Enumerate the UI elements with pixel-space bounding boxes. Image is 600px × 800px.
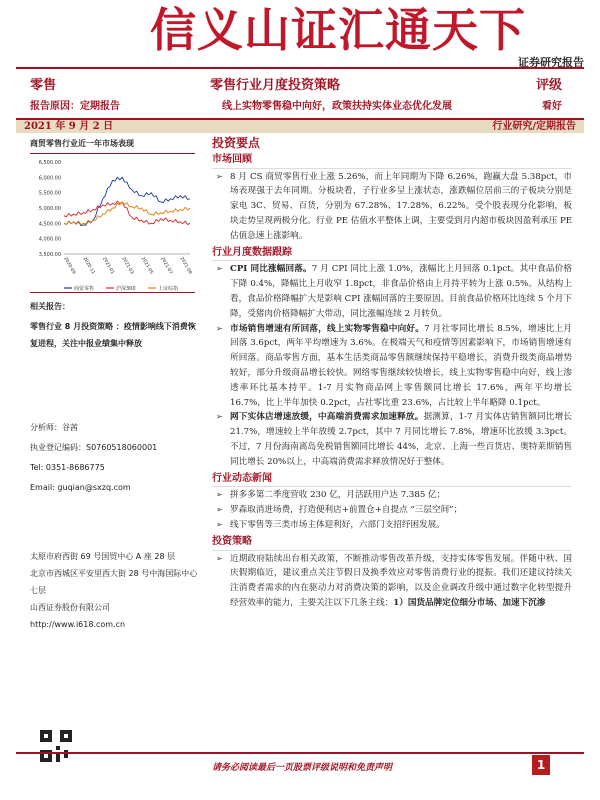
disclaimer: 请务必阅读最后一页股票评级说明和免责声明 — [212, 763, 393, 773]
paragraph-text: 8 月 CS 商贸零售行业上涨 5.26%，而上年同期为下降 6.26%，跑赢大盘 5.38pct，市场表现强于去年同期。分板块看，子行业多呈上涨状态，涨跌幅位居前三的子板块分别是家电 3C、贸易、百货，分别为 67.28%、17.28%、6.22%。受个股表现分化影响，板块走势呈现两极分化。行业 PE 估值水平整体上调，主要受到月内超市板块因盈利承压 PE 估值急速上涨影响。 — [230, 171, 572, 241]
report-title: 零售行业月度投资策略 — [210, 78, 341, 93]
x-tick-label: 2021-05 — [139, 256, 154, 276]
rating-label: 评级 — [535, 78, 562, 93]
paragraph-lead: 网下实体店增速放缓，中高端消费需求加速释放。 — [230, 412, 424, 423]
sidebar — [30, 136, 200, 352]
analyst-contact — [30, 418, 200, 498]
bullet-arrow-icon: ➢ — [216, 264, 223, 274]
telephone: Tel: 0351-8686775 — [30, 463, 105, 472]
qr-code-icon — [40, 730, 72, 762]
rating-value: 看好 — [542, 101, 562, 112]
bullet-arrow-icon: ➢ — [216, 553, 223, 563]
company-address — [30, 548, 200, 633]
series-line — [64, 201, 190, 224]
header-divider — [16, 67, 584, 69]
news-text: 线下零售等三类市场主体迎利好，六部门支招纾困发展。 — [230, 519, 445, 530]
legend-label: 上证综指 — [158, 286, 179, 292]
related-report-link[interactable]: 零售行业 8 月投资策略 ：疫情影响线下消费恢复进程，关注中报业绩集中释放 — [30, 322, 196, 348]
page-number: 1 — [532, 755, 550, 775]
main-content — [212, 136, 572, 611]
sector-name: 零售 — [30, 78, 57, 93]
news-text: 罗森取消进场费，打造便利店+前置仓+自提点 “三层空间”； — [230, 505, 463, 516]
website-link[interactable]: http://www.i618.com.cn — [30, 620, 126, 629]
paragraph — [212, 322, 572, 411]
paragraph-lead: CPI 同比涨幅回落。 — [230, 264, 312, 275]
x-tick-label: 2021-01 — [101, 256, 115, 276]
bullet-arrow-icon: ➢ — [216, 412, 223, 422]
company-logo: 信义山证汇通天下 — [150, 3, 526, 57]
chart-title: 商贸零售行业近一年市场表现 — [30, 139, 134, 148]
paragraph-lead: 市场销售增速有所回落，线上实物零售稳中向好。 — [230, 323, 425, 334]
section-investment-strategy: 投资策略 — [212, 535, 572, 551]
report-date: 2021 年 9 月 2 日 — [24, 121, 114, 132]
paragraph-lead: 1）国货品牌定位细分市场、加速下沉渗 — [393, 597, 546, 608]
market-chart — [30, 153, 195, 293]
section-monthly-data: 行业月度数据跟踪 — [212, 246, 572, 262]
news-item — [212, 518, 572, 533]
paragraph — [212, 410, 572, 469]
bullet-arrow-icon: ➢ — [216, 171, 223, 181]
highlights-heading: 投资要点 — [212, 136, 261, 150]
legend-label: 商贸零售 — [74, 286, 95, 292]
legend-label: 沪深300 — [116, 286, 136, 292]
footer-divider — [16, 752, 584, 754]
y-tick-label: 4,500.00 — [38, 221, 61, 228]
market-chart-svg — [30, 154, 195, 294]
y-tick-label: 6,000.00 — [38, 175, 61, 182]
x-tick-label: 2021-03 — [120, 256, 135, 276]
paragraph-text: 据测算，1-7 月实体店销售额同比增长 21.7%，增速较上半年放缓 2.7pct，其中 7 月同比增长 7.8%，增速环比放缓 3.3pct。不过，7 月份海南离岛免税销售额同比增长 44%，北京、上海一些百货店、奥特莱斯销售同比增长 20%以上，中高端消费需求释放情况好于整体。 — [230, 412, 572, 467]
x-tick-label: 2020-09 — [62, 256, 77, 276]
x-tick-label: 2020-11 — [81, 256, 96, 276]
report-subtitle: 线上实物零售稳中向好，政策扶持实体业态优化发展 — [222, 101, 452, 112]
section-market-review: 市场回顾 — [212, 153, 572, 169]
y-tick-label: 3,500.00 — [38, 252, 61, 258]
news-text: 拼多多第二季度营收 230 亿，月活跃用户达 7.385 亿； — [230, 490, 446, 501]
y-tick-label: 6,500.00 — [38, 160, 61, 166]
paragraph — [212, 170, 572, 244]
email-link[interactable]: Email: guqian@sxzq.com — [30, 483, 131, 492]
bullet-arrow-icon: ➢ — [216, 505, 223, 515]
y-tick-label: 5,500.00 — [38, 190, 61, 197]
address-beijing: 北京市西城区平安里西大街 28 号中海国际中心七层 — [30, 569, 198, 595]
report-type-label: 证券研究报告 — [518, 56, 584, 69]
y-tick-label: 5,000.00 — [38, 206, 61, 212]
news-item — [212, 503, 572, 518]
address-taiyuan: 太原市府西街 69 号国贸中心 A 座 28 层 — [30, 552, 176, 561]
bullet-arrow-icon: ➢ — [216, 323, 223, 333]
bullet-arrow-icon: ➢ — [216, 490, 223, 500]
paragraph — [212, 262, 572, 321]
y-tick-label: 4,000.00 — [38, 236, 61, 243]
company-name: 山西证券股份有限公司 — [30, 603, 110, 612]
section-industry-news: 行业动态新闻 — [212, 472, 572, 488]
series-line — [64, 177, 190, 225]
related-reports-title: 相关报告： — [30, 302, 70, 311]
paragraph-text: 7 月社零同比增长 8.5%，增速比上月回落 3.6pct，两年平均增速为 3.6%。在极端天气和疫情等因素影响下，市场销售增速有所回落。商品零售方面，基本生活类商品零售额继续保持平稳增长，消费升级类商品增势较好，部分升级商品增长较快。网络零售继续较快增长，线上实物零售稳中向好，线上渗透率环比基本持平。1-7 月实物商品网上零售额同比增长 17.6%，两年平均增长 16.7%，比上半年加快 0.2pct，占社零比重 23.6%，占比较上半年略降 0.1pct。 — [230, 323, 572, 408]
analyst-name: 分析师：谷茜 — [30, 423, 78, 432]
x-tick-label: 2021-07 — [159, 256, 173, 276]
news-item — [212, 488, 572, 503]
x-tick-label: 2021-08 — [178, 256, 193, 276]
report-reason: 报告原因：定期报告 — [30, 101, 120, 112]
bullet-arrow-icon: ➢ — [216, 519, 223, 529]
paragraph — [212, 552, 572, 611]
report-category: 行业研究/定期报告 — [492, 121, 576, 132]
license-number: 执业登记编码：S0760518060001 — [30, 443, 158, 452]
paragraph-text: 近期政府陆续出台相关政策，不断推动零售改革升级，支持实体零售发展。伴随中秋、国庆假期临近，建议重点关注节假日及换季效应对零售消费行业的提振。我们还建议持续关注消费者需求的内在驱动力对消费决策的影响，以及企业调改升级中通过数字化转型提升经营效率的能力，主要关注以下几条主线： — [230, 553, 572, 608]
paragraph-text: 7 月 CPI 同比上涨 1.0%，涨幅比上月回落 0.1pct。其中食品价格下降 0.4%，降幅比上月收窄 1.8pct，非食品价格由上月持平转为上涨 0.5%。从结构上看，食品价格降幅扩大是影响 CPI 涨幅回落的主要原因。目前食品价格环比连续 5 个月下降，受猪肉价格降幅扩大带动，同比涨幅连续 2 月转负。 — [230, 264, 572, 319]
